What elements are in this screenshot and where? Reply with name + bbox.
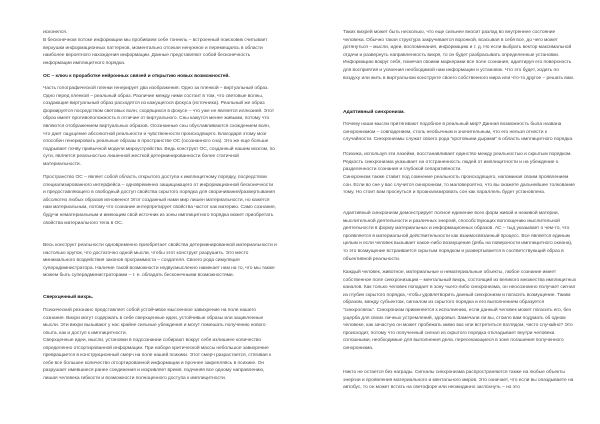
paragraph: Адаптивный синхронизм демонстрирует полное единение всех форм живой и неживой материи, мыслительной деятельности и различных энергий, способствующих воплощению мыслительной деятельности в форму материальных и информационных образов. АС – тыд указывает о чем-то, что проявляется в материальной действительности как взаимосвязанный процесс. Все является единым целым и если человек вызывает какое-либо возмущение (рябь на поверхности имплицитного океана), то это возмущение встраивается скрытым порядком и развертывается в соответствующий образ в объективной реальности. — [343, 211, 573, 262]
left-column — [43, 0, 277, 424]
paragraph: Часть голографической пленки генерирует два изображения. Одно за пленкой – виртуальный образ. Одно перед пленкой – реальный образ. Различие между ними состоит в том, что световые волны, создающие виртуальный образ расходятся из кажущегося фокуса (источника). Реальный же образ формируется посредством световых волн, сходящихся в фокусе – что уже не является иллюзией. Этот образ имеет противоположность в отличие от виртуального. Сны кажутся менее живыми, потому что являются отображением виртуальных образов. Осознанные сны обуславливаются схождением волн, что дает ощущение абсолютной реальности и чувственности происходящего. Благодаря этому мозг способен генерировать реальные образы в пространстве ОС (осознанного сна). Это же еще больше подрывает почву привычной модели мироустройства. Ведь конструкт ОС, созданный нашим мозгом, по сути, является реальностью лишенной жесткой детерминированности более статичной материальности. — [43, 86, 275, 167]
paragraph: Синхронизм также ставит под сомнение реальность происходящего, напоминая своим проявлением сон. Если во сне у вас случится синхронизм, то маловероятно, что вы окажете дальнейшее толкование тому. Но стоит вам проснуться и проанализировать сон как параллель будет установлена. — [343, 175, 575, 196]
paragraph: Таких вихрей может быть несколько, что еще сильнее вносит разлад во внутреннее состояние человека. Обычно такая структура закручивается воронкой, всасывая в себя все, до чего может дотянуться – мысли, идеи, воспоминания, информацию и т. д. Но если выбрать вектор максимальной отдачи и развернуть направленность вихря, то он будет разбрасывать определенные установки. Информацию вокруг себя, помечая своими маркерами все поле сознания, адаптируя его поверхность для восприятия и усвоения необходимой нам информации и установок. Что это будет, ходить по воздуху или жить в виртуальном конструкте своего собственного мира или что-то другое – решать вам. — [343, 30, 575, 81]
paragraph: Никто не остается без награды. Сигналы синхронизма распространяются также на любые объекты энергии и проявления материального и ментального миров. Это означает, что если вы опаздываете на автобус, то он может встать на светофоре или неожиданно заглохнуть – но это — [343, 370, 574, 391]
section-heading: ОС – ключ к проработке нейронных связей и открытию новых возможностей. — [43, 74, 230, 79]
paragraph: Почему наши мысли притягивают подобное в реальный мир? Данная возможность была названа синхронизмом – совпадением, столь необычным и значительным, что его нельзя отнести к случайности. Синхронизмы служат своего рода "кротовыми дырами" в область имплицитного порядка. — [343, 122, 574, 143]
section-heading: Адаптивный синхронизм. — [343, 110, 405, 115]
paragraph: Каждый человек, животное, материальные и нематериальные объекты, любое сознание имеет собственное поле синхронизации – ментальный вихрь, состоящий из великого множества имплицитных каналов. Как только человек попадает в зону чьего-либо синхронизма, он неосознанно получает сигнал из глубин скрытого порядка, чтобы удовлетворить данный синхронизм и погасить возмущение. Таким образом, между субъектом, сигналом из скрытого порядка и его выполнением образуется "синхросвязь". Синхронизм применяется к исполнению, если данный человек может погасить его, без ущерба для своих личных устремлений, здоровья. Замечали ли вы, стоило вам подумать об одном человеке, как зачастую он может пробежать мимо вас или встретиться взглядом, чисто случайно? Это происходит, потому что полученный сигнал из скрытого порядка откладывает внутри человека сплошными, необходимые для выполнения дела, пересекающиеся в зоне погашения полученного синхронизма. — [343, 270, 577, 351]
paragraph: Психический резонанс представляет собой устойчивое мысленное завихрение на поле нашего сознания. Вихри могут содержать в себе сверхценные идеи, устойчивые образы или зацикленные мысли. Эти вихри вызывают у нас крайне сильные убеждения и могут помешать получению нового опыта, как и доступ к имплицитности. — [43, 308, 266, 336]
paragraph: В бесконечном потоке информации мы пробиваем себе тоннель – встроенный поисковик считывает верхушки информационных паттернов, моментально отсекая ненужное и перемещаясь в области наиболее вероятного нахождения информации. Данные представляют собой бесконечность информации имплицитного порядка. — [43, 38, 268, 66]
section-heading: Сверхценный вихрь. — [43, 295, 94, 300]
paragraph: Сверхценные идеи, мысли, установки в подсознании собирают вокруг себя излишнее количество определенно отсортированной информации. При наборе критической массы небольшое завихрение превращается в конструкционный смерч на поле нашей психики. Этот смерч разрастается, стягивая к себе все большее количество отсортированной информации и прочнее закрепляясь в психике. Он разрушает имевшиеся ранее соединения и искривляет время, подчиняя все одному направлению, лишая человека гибкости и возможности полноценного доступа к имплицитности. — [43, 338, 272, 381]
right-column — [343, 0, 577, 424]
paragraph: Весь конструкт реальности одновременно приобретает свойства детерминированной материальности и настолько хрупок, что достаточно одной мысли, чтобы этот конструкт разрушить. Это место минимального воздействия законов программиста – создателя. Своего рода симуляция суперадминистратора. Наличие такой возможности недвусмысленно намекает нам на то, что мы также можем быть суперадминистраторами – т. е. обладать бесконечными возможностями. — [43, 243, 277, 279]
paragraph: исконелся. — [43, 30, 68, 35]
paragraph: Пространство ОС – являет собой область открытого доступа к имплицитному порядку, посредством специализированного интерфейса – одновременно защищающего от информационной бесконечности и предоставляющего в свободный доступ свойства скрытого порядка для сворачивания/развертывания абсолютно любых образов мгновенно! Этот созданный нами мир лишен материальности, но кажется нам материальным, потому что сознание интерпретирует свойства частот как материю. Само сознание, будучи нематериальным и имеющим свой источник из зоны имплицитного порядка может приобретать свойства материального тела в ОС. — [43, 175, 276, 226]
paragraph: Психика, используя эти лазейки, восстанавливает единство между реальностью и скрытым порядком. Редкость синхронизма указывает на отстраненность людей от имплицитности и на убеждение о разделенности сознания и глубокой сепаративности. — [343, 152, 572, 173]
